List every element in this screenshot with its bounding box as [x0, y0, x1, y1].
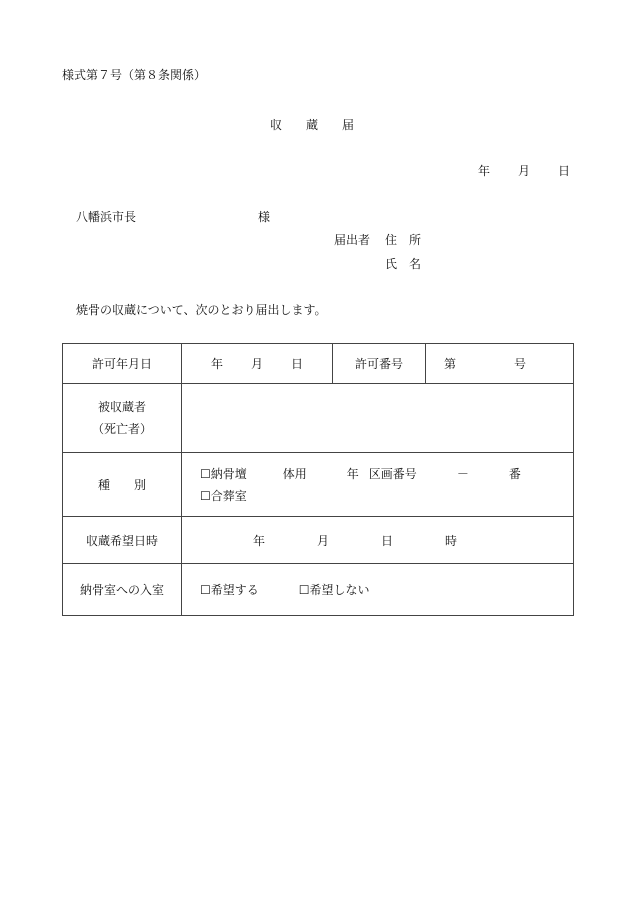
type-niche-year: 年: [346, 466, 359, 481]
date-year-label: 年: [478, 164, 491, 178]
permit-number-suffix: 号: [514, 357, 527, 371]
entry-yes-checkbox[interactable]: ☐希望する: [200, 583, 259, 597]
applicant-label: 届出者: [334, 233, 371, 247]
schedule-month: 月: [317, 533, 330, 548]
deceased-label-line2: （死亡者）: [91, 422, 152, 436]
permit-date-field[interactable]: [182, 344, 333, 384]
schedule-day: 日: [381, 533, 394, 548]
permit-number-field[interactable]: [426, 344, 574, 384]
document-title: [270, 118, 354, 132]
addressee-honorific: 様: [258, 210, 271, 224]
table-row: [63, 517, 574, 564]
title-char-3: 届: [342, 118, 355, 132]
type-niche-line: [200, 463, 573, 485]
table-row: [63, 564, 574, 616]
title-char-2: 蔵: [306, 118, 319, 132]
application-table: [62, 343, 574, 616]
schedule-hour: 時: [445, 533, 458, 548]
entry-field: [182, 564, 574, 616]
table-row: [63, 384, 574, 453]
permit-date-year: 年: [210, 357, 223, 371]
statement-text: 焼骨の収蔵について、次のとおり届出します。: [76, 303, 327, 317]
addressee-mayor: 八幡浜市長: [76, 210, 137, 224]
deceased-field[interactable]: [182, 384, 574, 453]
entry-no-checkbox[interactable]: ☐希望しない: [298, 583, 370, 597]
applicant-name-label: 氏 名: [385, 257, 422, 271]
date-month-label: 月: [518, 164, 531, 178]
type-communal-checkbox[interactable]: ☐合葬室: [200, 488, 247, 503]
entry-label: 納骨室への入室: [63, 564, 182, 616]
schedule-label: 収蔵希望日時: [63, 517, 182, 564]
date-day-label: 日: [558, 164, 571, 178]
type-niche-dash: －: [456, 466, 469, 481]
permit-date-day: 日: [291, 357, 304, 371]
permit-date-month: 月: [250, 357, 263, 371]
type-niche-section: 区画番号: [368, 466, 417, 481]
deceased-label: [63, 384, 182, 453]
deceased-label-line1: 被収蔵者: [97, 400, 146, 414]
table-row: [63, 453, 574, 517]
submission-date: [478, 164, 570, 178]
permit-number-prefix: 第: [444, 357, 457, 371]
title-char-1: 収: [270, 118, 283, 132]
type-niche-unit: 体用: [282, 466, 307, 481]
type-label: 種 別: [63, 453, 182, 517]
schedule-field[interactable]: [182, 517, 574, 564]
applicant-address-label: 住 所: [385, 233, 422, 247]
table-row: [63, 344, 574, 384]
type-field: [182, 453, 574, 517]
type-niche-number: 番: [508, 466, 521, 481]
type-niche-checkbox[interactable]: ☐納骨壇: [200, 466, 247, 481]
permit-date-label: 許可年月日: [63, 344, 182, 384]
permit-number-label: 許可番号: [333, 344, 426, 384]
form-number: 様式第７号（第８条関係）: [62, 68, 207, 82]
schedule-year: 年: [253, 533, 266, 548]
